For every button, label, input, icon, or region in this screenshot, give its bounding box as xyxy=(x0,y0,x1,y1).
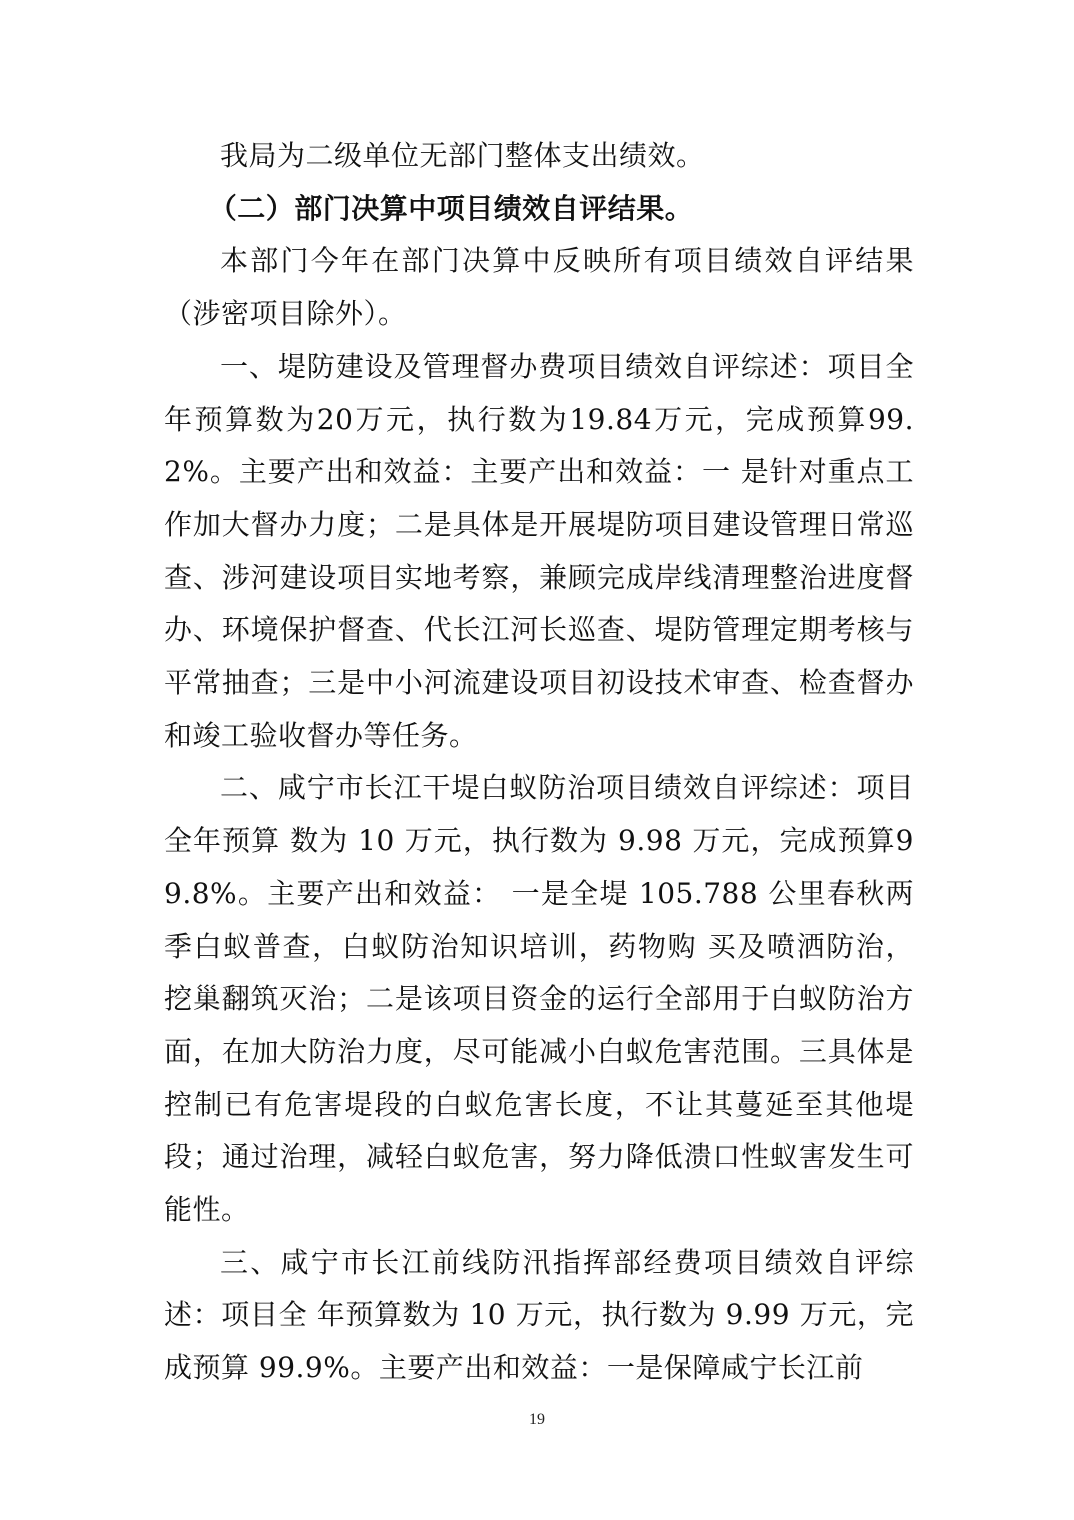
paragraph-project-1: 一、堤防建设及管理督办费项目绩效自评综述：项目全年预算数为20万元，执行数为19.84万元，完成预算99.2%。主要产出和效益：主要产出和效益：一 是针对重点工作加大督办力度；二是具体是开展堤防项目建设管理日常巡查、涉河建设项目实地考察，兼顾完成岸线清理整治进度督办、环境保护督查、代长江河长巡查、堤防管理定期考核与平常抽查；三是中小河流建设项目初设技术审查、检查督办和竣工验收督办等任务。 xyxy=(164,349,914,752)
paragraph-project-3: 三、咸宁市长江前线防汛指挥部经费项目绩效自评综述：项目全 年预算数为 10 万元，执行数为 9.99 万元，完成预算 99.9%。主要产出和效益：一是保障咸宁长江前 xyxy=(164,1245,914,1385)
document-body xyxy=(164,130,914,1395)
paragraph-intro: 本部门今年在部门决算中反映所有项目绩效自评结果（涉密项目除外）。 xyxy=(164,244,914,331)
paragraph-no-overall-performance: 我局为二级单位无部门整体支出绩效。 xyxy=(220,139,705,172)
page-number: 19 xyxy=(529,1411,545,1428)
paragraph-project-2: 二、咸宁市长江干堤白蚁防治项目绩效自评综述：项目全年预算 数为 10 万元，执行数为 9.98 万元，完成预算99.8%。主要产出和效益： 一是全堤 105.788 公里春秋两季白蚁普查，白蚁防治知识培训，药物购 买及喷洒防治，挖巢翻筑灭治；二是该项目资金的运行全部用于白蚁防治方面，在加大防治力度，尽可能减小白蚁危害范围。三具体是控制已有危害堤段的白蚁危害长度，不让其蔓延至其他堤段；通过治理，减轻白蚁危害，努力降低溃口性蚁害发生可能性。 xyxy=(164,771,914,1227)
section-heading: （二）部门决算中项目绩效自评结果。 xyxy=(208,191,694,225)
